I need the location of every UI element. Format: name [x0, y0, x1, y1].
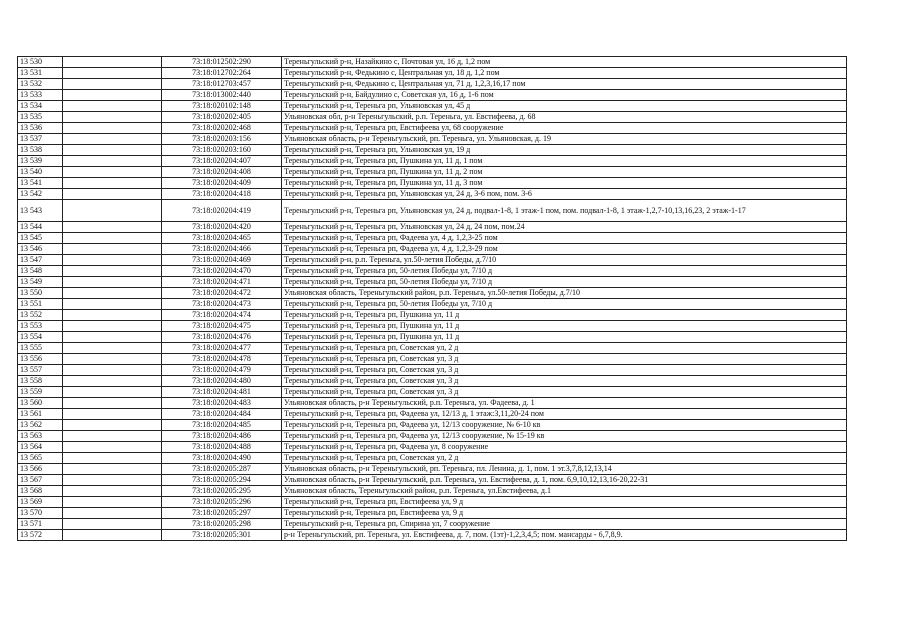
row-number-cell: 13 556	[18, 354, 63, 365]
row-number-cell: 13 552	[18, 310, 63, 321]
cadastral-number-cell: 73:18:020204:469	[162, 255, 282, 266]
cadastral-number-cell: 73:18:020204:409	[162, 178, 282, 189]
row-number-cell: 13 540	[18, 167, 63, 178]
cadastral-number-cell: 73:18:020204:465	[162, 233, 282, 244]
address-cell: Тереньгульский р-н, Тереньга рп, Советская ул, 3 д	[282, 387, 847, 398]
register-table	[17, 56, 847, 541]
register-table-body	[18, 57, 847, 541]
address-cell: Тереньгульский р-н, Тереньга рп, Евстифеева ул, 9 д	[282, 497, 847, 508]
table-row	[18, 244, 847, 255]
row-number-cell: 13 547	[18, 255, 63, 266]
row-number-cell: 13 544	[18, 222, 63, 233]
table-row	[18, 178, 847, 189]
address-cell: р-н Тереньгульский, рп. Тереньга, ул. Евстифеева, д. 7, пом. (1эт)-1,2,3,4,5; пом. мансарды - 6,7,8,9.	[282, 530, 847, 541]
row-number-cell: 13 537	[18, 134, 63, 145]
row-number-cell: 13 566	[18, 464, 63, 475]
row-number-cell: 13 543	[18, 200, 63, 222]
address-cell: Тереньгульский р-н, Тереньга рп, Советская ул, 3 д	[282, 365, 847, 376]
address-cell: Ульяновская обл, р-н Тереньгульский, р.п. Тереньга, ул. Евстифеева, д. 68	[282, 112, 847, 123]
address-cell: Ульяновская область, р-н Тереньгульский, рп. Тереньга, ул. Ульяновская, д. 19	[282, 134, 847, 145]
cadastral-number-cell: 73:18:020204:476	[162, 332, 282, 343]
row-number-cell: 13 539	[18, 156, 63, 167]
table-row	[18, 134, 847, 145]
address-cell: Тереньгульский р-н, Тереньга рп, Пушкина ул, 11 д	[282, 332, 847, 343]
empty-cell	[63, 343, 162, 354]
address-cell: Тереньгульский р-н, Тереньга рп, Фадеева ул, 12/13 сооружение, № 6-10 кв	[282, 420, 847, 431]
empty-cell	[63, 420, 162, 431]
table-row	[18, 90, 847, 101]
empty-cell	[63, 376, 162, 387]
address-cell: Тереньгульский р-н, Тереньга рп, Советская ул, 3 д	[282, 354, 847, 365]
empty-cell	[63, 530, 162, 541]
row-number-cell: 13 560	[18, 398, 63, 409]
table-row	[18, 321, 847, 332]
address-cell: Тереньгульский р-н, Тереньга рп, Фадеева ул, 4 д, 1,2,3-29 пом	[282, 244, 847, 255]
cadastral-number-cell: 73:18:020205:301	[162, 530, 282, 541]
cadastral-number-cell: 73:18:020205:287	[162, 464, 282, 475]
table-row	[18, 343, 847, 354]
empty-cell	[63, 453, 162, 464]
cadastral-number-cell: 73:18:020204:485	[162, 420, 282, 431]
cadastral-number-cell: 73:18:012702:264	[162, 68, 282, 79]
address-cell: Тереньгульский р-н, Байдулино с, Советская ул, 16 д, 1-6 пом	[282, 90, 847, 101]
table-row	[18, 464, 847, 475]
empty-cell	[63, 57, 162, 68]
empty-cell	[63, 310, 162, 321]
table-row	[18, 475, 847, 486]
table-row	[18, 453, 847, 464]
row-number-cell: 13 549	[18, 277, 63, 288]
empty-cell	[63, 409, 162, 420]
address-cell: Тереньгульский р-н, Тереньга рп, Ульяновская ул, 24 д, подвал-1-8, 1 этаж-1 пом, пом. подвал-1-8, 1 этаж-1,2,7-10,13,16,23, 2 этаж-1-17	[282, 200, 847, 222]
empty-cell	[63, 266, 162, 277]
table-row	[18, 101, 847, 112]
address-cell: Тереньгульский р-н, Тереньга рп, Пушкина ул, 11 д	[282, 321, 847, 332]
row-number-cell: 13 558	[18, 376, 63, 387]
row-number-cell: 13 532	[18, 79, 63, 90]
cadastral-number-cell: 73:18:013002:440	[162, 90, 282, 101]
cadastral-number-cell: 73:18:020203:156	[162, 134, 282, 145]
table-row	[18, 376, 847, 387]
table-row	[18, 508, 847, 519]
cadastral-number-cell: 73:18:020204:480	[162, 376, 282, 387]
empty-cell	[63, 464, 162, 475]
table-row	[18, 123, 847, 134]
table-row	[18, 310, 847, 321]
cadastral-number-cell: 73:18:012502:290	[162, 57, 282, 68]
address-cell: Тереньгульский р-н, Тереньга рп, Пушкина ул, 11 д, 2 пом	[282, 167, 847, 178]
row-number-cell: 13 550	[18, 288, 63, 299]
table-row	[18, 332, 847, 343]
address-cell: Ульяновская область, р-н Тереньгульский, рп. Тереньга, пл. Ленина, д. 1, пом. 1 эт.3,7,8,12,13,14	[282, 464, 847, 475]
row-number-cell: 13 548	[18, 266, 63, 277]
address-cell: Тереньгульский р-н, Тереньга рп, 50-летия Победы ул, 7/10 д	[282, 277, 847, 288]
empty-cell	[63, 431, 162, 442]
row-number-cell: 13 531	[18, 68, 63, 79]
table-row	[18, 68, 847, 79]
address-cell: Тереньгульский р-н, Тереньга рп, 50-летия Победы ул, 7/10 д	[282, 266, 847, 277]
address-cell: Тереньгульский р-н, Тереньга рп, Пушкина ул, 11 д, 1 пом	[282, 156, 847, 167]
row-number-cell: 13 563	[18, 431, 63, 442]
row-number-cell: 13 569	[18, 497, 63, 508]
cadastral-number-cell: 73:18:020204:481	[162, 387, 282, 398]
table-row	[18, 497, 847, 508]
empty-cell	[63, 288, 162, 299]
table-row	[18, 354, 847, 365]
row-number-cell: 13 553	[18, 321, 63, 332]
table-row	[18, 200, 847, 222]
row-number-cell: 13 562	[18, 420, 63, 431]
row-number-cell: 13 559	[18, 387, 63, 398]
cadastral-number-cell: 73:18:020204:483	[162, 398, 282, 409]
empty-cell	[63, 244, 162, 255]
empty-cell	[63, 508, 162, 519]
address-cell: Тереньгульский р-н, Тереньга рп, Ульяновская ул, 24 д, 24 пом, пом.24	[282, 222, 847, 233]
cadastral-number-cell: 73:18:020204:478	[162, 354, 282, 365]
row-number-cell: 13 541	[18, 178, 63, 189]
empty-cell	[63, 475, 162, 486]
row-number-cell: 13 568	[18, 486, 63, 497]
row-number-cell: 13 533	[18, 90, 63, 101]
cadastral-number-cell: 73:18:020204:479	[162, 365, 282, 376]
address-cell: Тереньгульский р-н, р.п. Тереньга, ул.50-летия Победы, д.7/10	[282, 255, 847, 266]
empty-cell	[63, 189, 162, 200]
empty-cell	[63, 68, 162, 79]
cadastral-number-cell: 73:18:020204:466	[162, 244, 282, 255]
empty-cell	[63, 398, 162, 409]
cadastral-number-cell: 73:18:020202:468	[162, 123, 282, 134]
address-cell: Тереньгульский р-н, Тереньга рп, Евстифеева ул, 9 д	[282, 508, 847, 519]
table-row	[18, 431, 847, 442]
cadastral-number-cell: 73:18:020102:148	[162, 101, 282, 112]
cadastral-number-cell: 73:18:020204:418	[162, 189, 282, 200]
empty-cell	[63, 123, 162, 134]
address-cell: Тереньгульский р-н, Тереньга рп, Фадеева ул, 12/13 д, 1 этаж:3,11,20-24 пом	[282, 409, 847, 420]
empty-cell	[63, 156, 162, 167]
cadastral-number-cell: 73:18:020204:486	[162, 431, 282, 442]
table-row	[18, 167, 847, 178]
cadastral-number-cell: 73:18:020203:160	[162, 145, 282, 156]
empty-cell	[63, 79, 162, 90]
row-number-cell: 13 545	[18, 233, 63, 244]
table-row	[18, 233, 847, 244]
empty-cell	[63, 321, 162, 332]
cadastral-number-cell: 73:18:020204:420	[162, 222, 282, 233]
empty-cell	[63, 255, 162, 266]
row-number-cell: 13 567	[18, 475, 63, 486]
address-cell: Ульяновская область, р-н Тереньгульский, р.п. Тереньга, ул. Евстифеева, д. 1, пом. 6,9,10,12,13,16-20,22-31	[282, 475, 847, 486]
empty-cell	[63, 365, 162, 376]
row-number-cell: 13 572	[18, 530, 63, 541]
empty-cell	[63, 233, 162, 244]
address-cell: Тереньгульский р-н, Тереньга рп, 50-летия Победы ул, 7/10 д	[282, 299, 847, 310]
cadastral-number-cell: 73:18:020204:477	[162, 343, 282, 354]
cadastral-number-cell: 73:18:020204:484	[162, 409, 282, 420]
cadastral-number-cell: 73:18:020204:488	[162, 442, 282, 453]
cadastral-number-cell: 73:18:020204:471	[162, 277, 282, 288]
row-number-cell: 13 571	[18, 519, 63, 530]
address-cell: Тереньгульский р-н, Тереньга рп, Фадеева ул, 8 сооружение	[282, 442, 847, 453]
address-cell: Тереньгульский р-н, Тереньга рп, Фадеева ул, 4 д, 1,2,3-25 пом	[282, 233, 847, 244]
table-row	[18, 266, 847, 277]
table-row	[18, 365, 847, 376]
table-row	[18, 409, 847, 420]
table-row	[18, 79, 847, 90]
empty-cell	[63, 178, 162, 189]
cadastral-number-cell: 73:18:012703:457	[162, 79, 282, 90]
address-cell: Тереньгульский р-н, Тереньга рп, Ульяновская ул, 45 д	[282, 101, 847, 112]
cadastral-number-cell: 73:18:020204:408	[162, 167, 282, 178]
address-cell: Тереньгульский р-н, Тереньга рп, Ульяновская ул, 19 д	[282, 145, 847, 156]
row-number-cell: 13 564	[18, 442, 63, 453]
cadastral-number-cell: 73:18:020204:472	[162, 288, 282, 299]
table-row	[18, 486, 847, 497]
table-row	[18, 442, 847, 453]
cadastral-number-cell: 73:18:020204:470	[162, 266, 282, 277]
cadastral-number-cell: 73:18:020204:490	[162, 453, 282, 464]
table-row	[18, 255, 847, 266]
address-cell: Тереньгульский р-н, Тереньга рп, Спирина ул, 7 сооружение	[282, 519, 847, 530]
table-row	[18, 299, 847, 310]
cadastral-number-cell: 73:18:020205:298	[162, 519, 282, 530]
table-row	[18, 277, 847, 288]
empty-cell	[63, 222, 162, 233]
empty-cell	[63, 101, 162, 112]
table-row	[18, 156, 847, 167]
empty-cell	[63, 442, 162, 453]
row-number-cell: 13 554	[18, 332, 63, 343]
address-cell: Тереньгульский р-н, Тереньга рп, Евстифеева ул, 68 сооружение	[282, 123, 847, 134]
address-cell: Ульяновская область, р-н Тереньгульский, р.п. Тереньга, ул. Фадеева, д. 1	[282, 398, 847, 409]
empty-cell	[63, 167, 162, 178]
table-row	[18, 530, 847, 541]
row-number-cell: 13 565	[18, 453, 63, 464]
table-row	[18, 145, 847, 156]
empty-cell	[63, 90, 162, 101]
cadastral-number-cell: 73:18:020205:296	[162, 497, 282, 508]
table-row	[18, 398, 847, 409]
empty-cell	[63, 277, 162, 288]
row-number-cell: 13 534	[18, 101, 63, 112]
table-row	[18, 222, 847, 233]
address-cell: Тереньгульский р-н, Тереньга рп, Пушкина ул, 11 д	[282, 310, 847, 321]
row-number-cell: 13 557	[18, 365, 63, 376]
address-cell: Тереньгульский р-н, Федькино с, Центральная ул, 18 д, 1,2 пом	[282, 68, 847, 79]
row-number-cell: 13 546	[18, 244, 63, 255]
table-row	[18, 519, 847, 530]
address-cell: Тереньгульский р-н, Тереньга рп, Советская ул, 2 д	[282, 453, 847, 464]
cadastral-number-cell: 73:18:020202:405	[162, 112, 282, 123]
cadastral-number-cell: 73:18:020204:407	[162, 156, 282, 167]
row-number-cell: 13 536	[18, 123, 63, 134]
row-number-cell: 13 530	[18, 57, 63, 68]
empty-cell	[63, 134, 162, 145]
address-cell: Тереньгульский р-н, Тереньга рп, Фадеева ул, 12/13 сооружение, № 15-19 кв	[282, 431, 847, 442]
table-row	[18, 387, 847, 398]
address-cell: Ульяновская область, Тереньгульский район, р.п. Тереньга, ул.50-летия Победы, д.7/10	[282, 288, 847, 299]
address-cell: Тереньгульский р-н, Тереньга рп, Пушкина ул, 11 д, 3 пом	[282, 178, 847, 189]
empty-cell	[63, 112, 162, 123]
row-number-cell: 13 538	[18, 145, 63, 156]
table-row	[18, 57, 847, 68]
cadastral-number-cell: 73:18:020205:297	[162, 508, 282, 519]
cadastral-number-cell: 73:18:020204:419	[162, 200, 282, 222]
empty-cell	[63, 145, 162, 156]
cadastral-number-cell: 73:18:020205:295	[162, 486, 282, 497]
cadastral-number-cell: 73:18:020204:474	[162, 310, 282, 321]
address-cell: Тереньгульский р-н, Тереньга рп, Советская ул, 2 д	[282, 343, 847, 354]
row-number-cell: 13 570	[18, 508, 63, 519]
row-number-cell: 13 542	[18, 189, 63, 200]
address-cell: Тереньгульский р-н, Тереньга рп, Советская ул, 3 д	[282, 376, 847, 387]
empty-cell	[63, 200, 162, 222]
cadastral-number-cell: 73:18:020204:475	[162, 321, 282, 332]
empty-cell	[63, 332, 162, 343]
table-row	[18, 420, 847, 431]
address-cell: Тереньгульский р-н, Назайкино с, Почтовая ул, 16 д, 1,2 пом	[282, 57, 847, 68]
table-row	[18, 189, 847, 200]
row-number-cell: 13 555	[18, 343, 63, 354]
empty-cell	[63, 486, 162, 497]
cadastral-number-cell: 73:18:020204:473	[162, 299, 282, 310]
empty-cell	[63, 387, 162, 398]
empty-cell	[63, 354, 162, 365]
row-number-cell: 13 561	[18, 409, 63, 420]
table-row	[18, 112, 847, 123]
empty-cell	[63, 519, 162, 530]
row-number-cell: 13 551	[18, 299, 63, 310]
address-cell: Тереньгульский р-н, Федькино с, Центральная ул, 71 д, 1,2,3,16,17 пом	[282, 79, 847, 90]
address-cell: Тереньгульский р-н, Тереньга рп, Ульяновская ул, 24 д, 3-6 пом, пом. 3-6	[282, 189, 847, 200]
address-cell: Ульяновская область, Тереньгульский район, р.п. Тереньга, ул.Евстифеева, д.1	[282, 486, 847, 497]
empty-cell	[63, 299, 162, 310]
empty-cell	[63, 497, 162, 508]
row-number-cell: 13 535	[18, 112, 63, 123]
table-row	[18, 288, 847, 299]
cadastral-number-cell: 73:18:020205:294	[162, 475, 282, 486]
